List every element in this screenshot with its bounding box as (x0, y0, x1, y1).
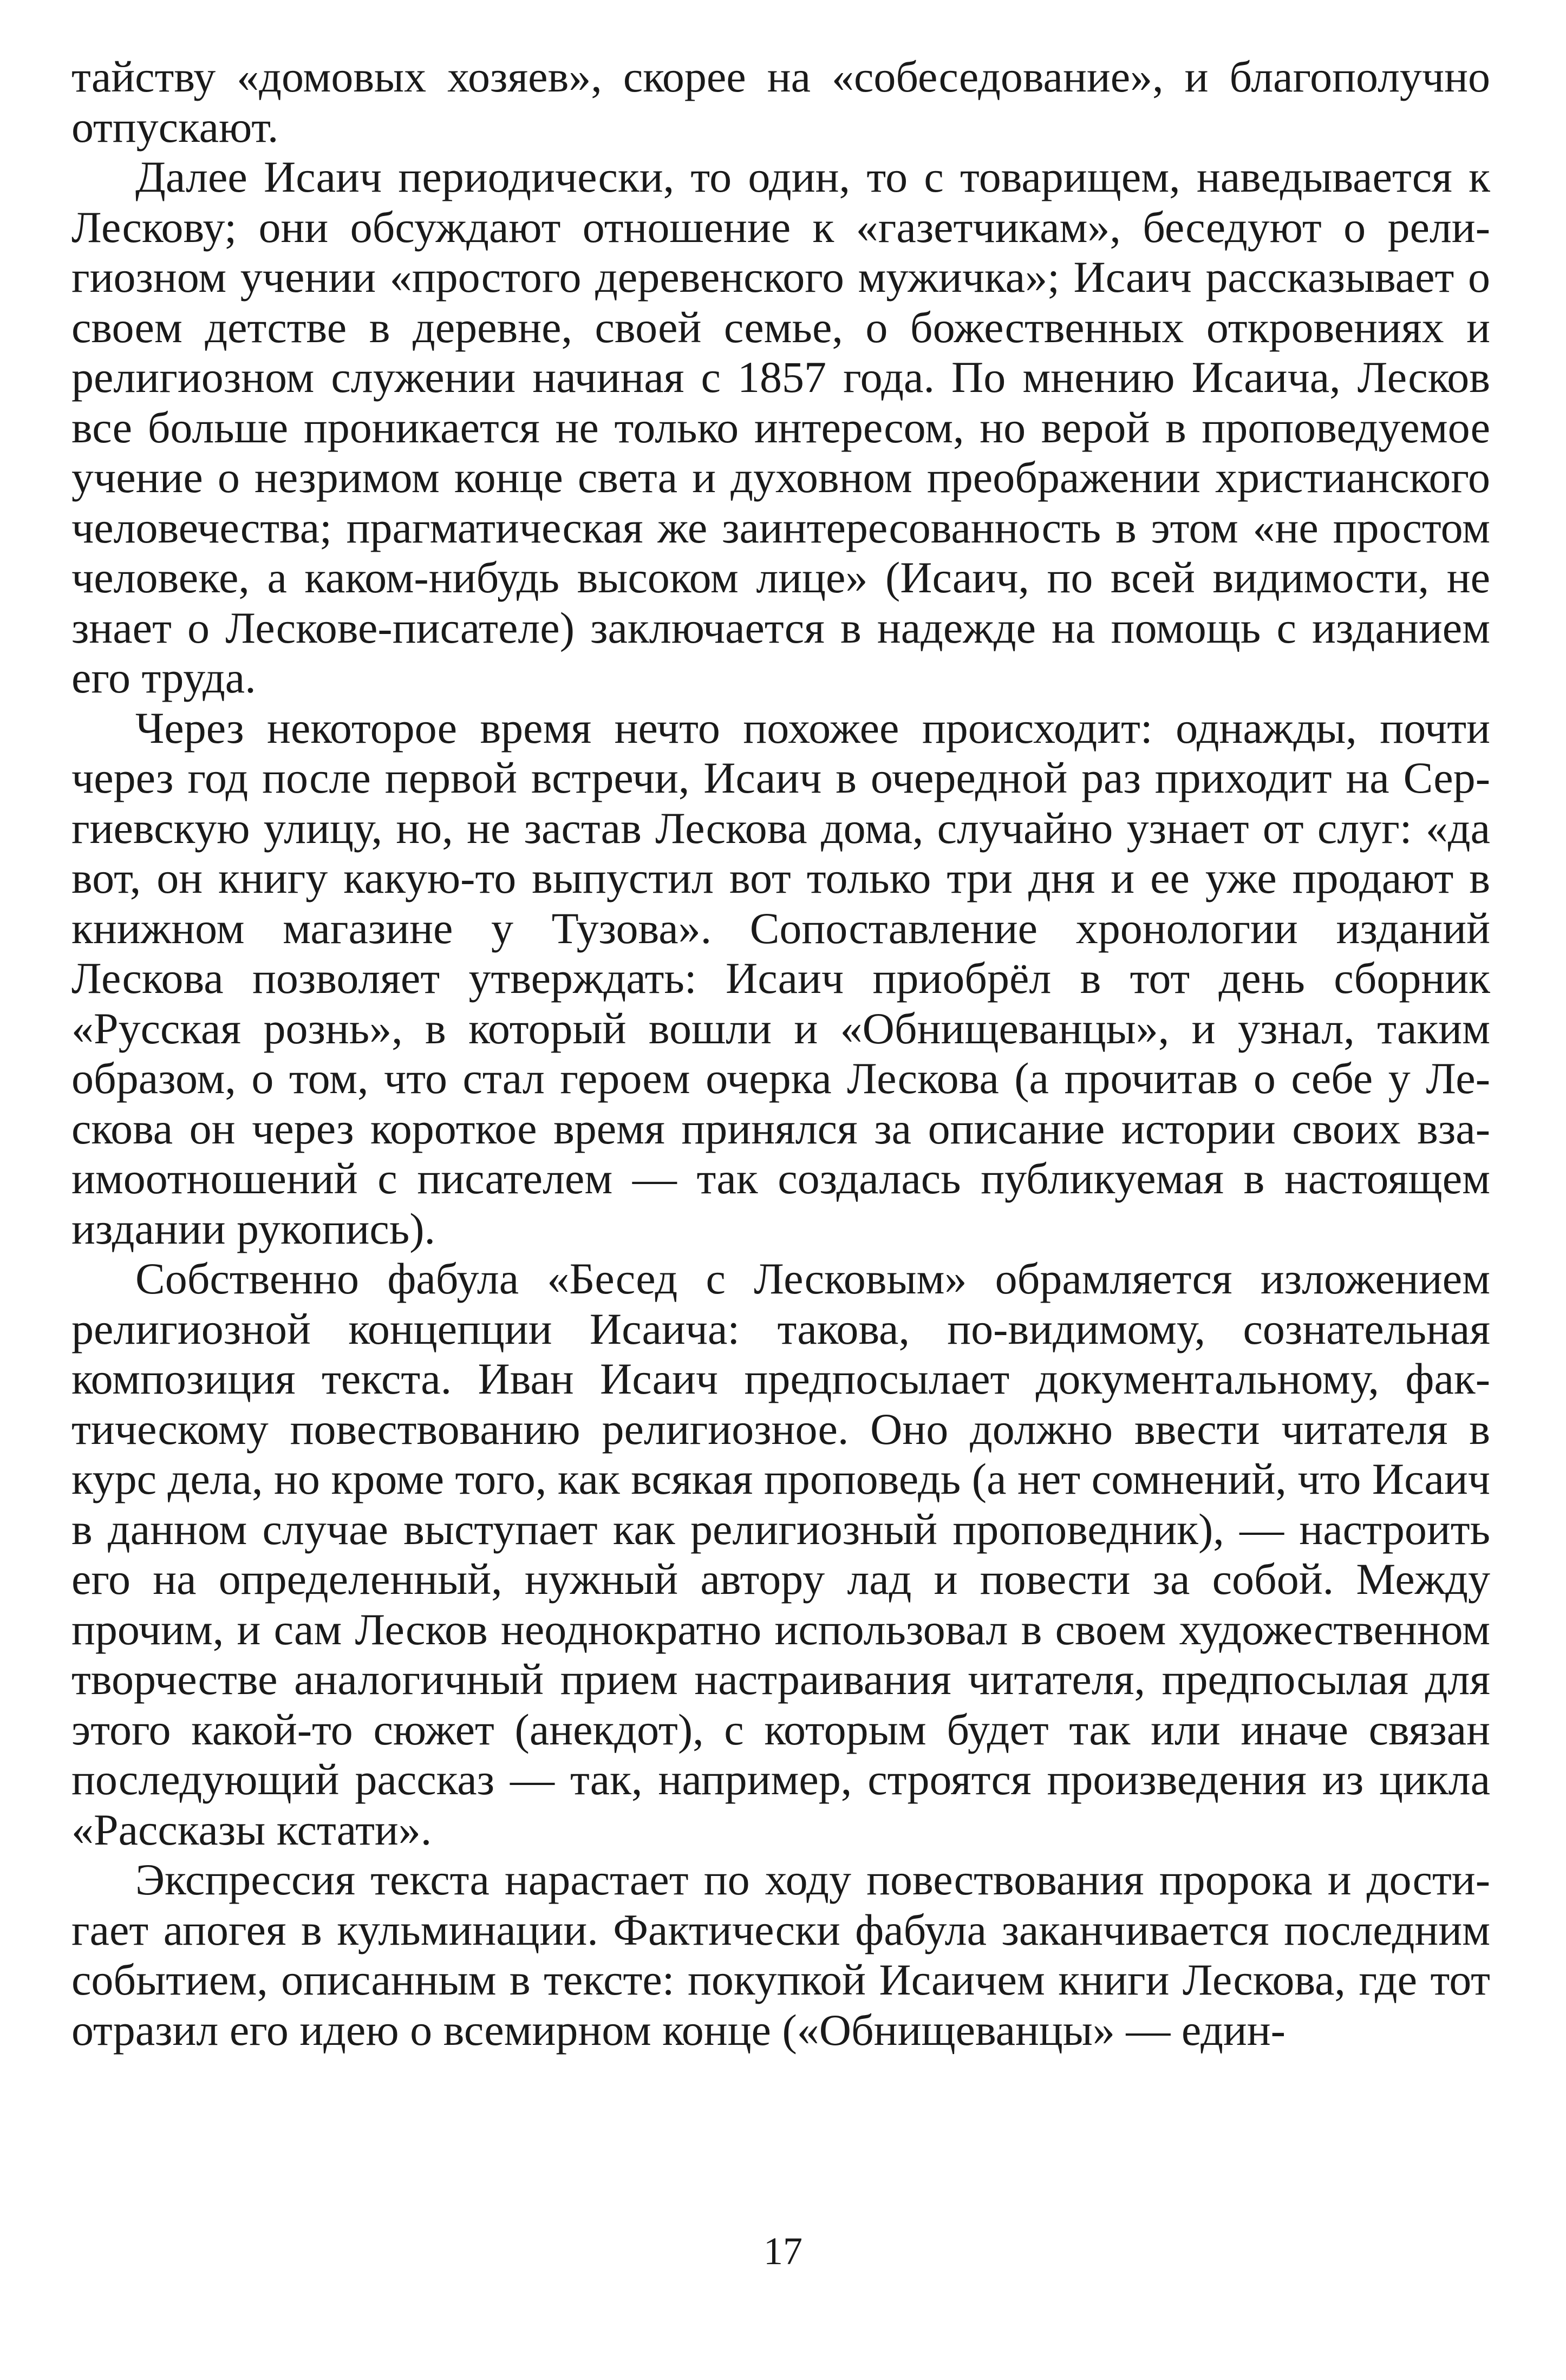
paragraph-composition: Собственно фабула «Бесед с Лесковым» обрамляется изложением религиозной концепции Исаича: такова, по-видимому, сознательная композиция текста. Иван Исаич предпосылает документальному, фактическому повествованию религиозное. Оно должно ввести читателя в курс дела, но кроме того, как всякая проповедь (а нет сомнений, что Исаич в данном случае выступает как религиозный проповедник), — настроить его на определенный, нужный автору лад и повести за собой. Между прочим, и сам Лесков неоднократно использовал в своем художественном творчестве аналогичный прием настраивания читателя, предпосылая для этого какой-то сюжет (анекдот), с которым будет так или иначе связан последующий рассказ — так, например, строятся произведения из цикла «Рассказы кстати». (71, 1254, 1490, 1854)
body-text (71, 52, 1490, 2055)
page-number: 17 (764, 2229, 802, 2273)
paragraph-expression: Экспрессия текста нарастает по ходу повествования пророка и достигает апогея в кульминации. Фактически фабула заканчивается последним событием, описанным в тексте: покупкой Исаичем книги Лескова, где тот отразил его идею о всемирном конце («Обнищеванцы» — един- (71, 1855, 1490, 2055)
paragraph-book-purchase: Через некоторое время нечто похожее происходит: однажды, почти через год после первой встречи, Исаич в очередной раз приходит на Сергиевскую улицу, но, не застав Лескова дома, случайно узнает от слуг: «да вот, он книгу какую-то выпустил вот только три дня и ее уже продают в книжном магазине у Тузова». Сопоставление хронологии изданий Лескова позволяет утверждать: Исаич приобрёл в тот день сборник «Русская рознь», в который вошли и «Обнищеванцы», и узнал, таким образом, о том, что стал героем очерка Лескова (а прочитав о себе у Лескова он через короткое время принялся за описание истории своих взаимоотношений с писателем — так создалась публикуемая в настоящем издании рукопись). (71, 703, 1490, 1253)
paragraph-continuation: тайству «домовых хозяев», скорее на «собеседование», и благополучно отпускают. (71, 52, 1490, 152)
paragraph-isaich-visits: Далее Исаич периодически, то один, то с товарищем, наведывается к Лескову; они обсуждают отношение к «газетчикам», беседуют о религиозном учении «простого деревенского мужичка»; Исаич рассказывает о своем детстве в деревне, своей семье, о божественных откровениях и религиозном служении начиная с 1857 года. По мнению Исаича, Лесков все больше проникается не только интересом, но верой в проповедуемое учение о незримом конце света и духовном преображении христианского человечества; прагматическая же заинтересованность в этом «не простом человеке, а каком-нибудь высоком лице» (Исаич, по всей видимости, не знает о Лескове-писателе) заключается в надежде на помощь с изданием его труда. (71, 152, 1490, 702)
